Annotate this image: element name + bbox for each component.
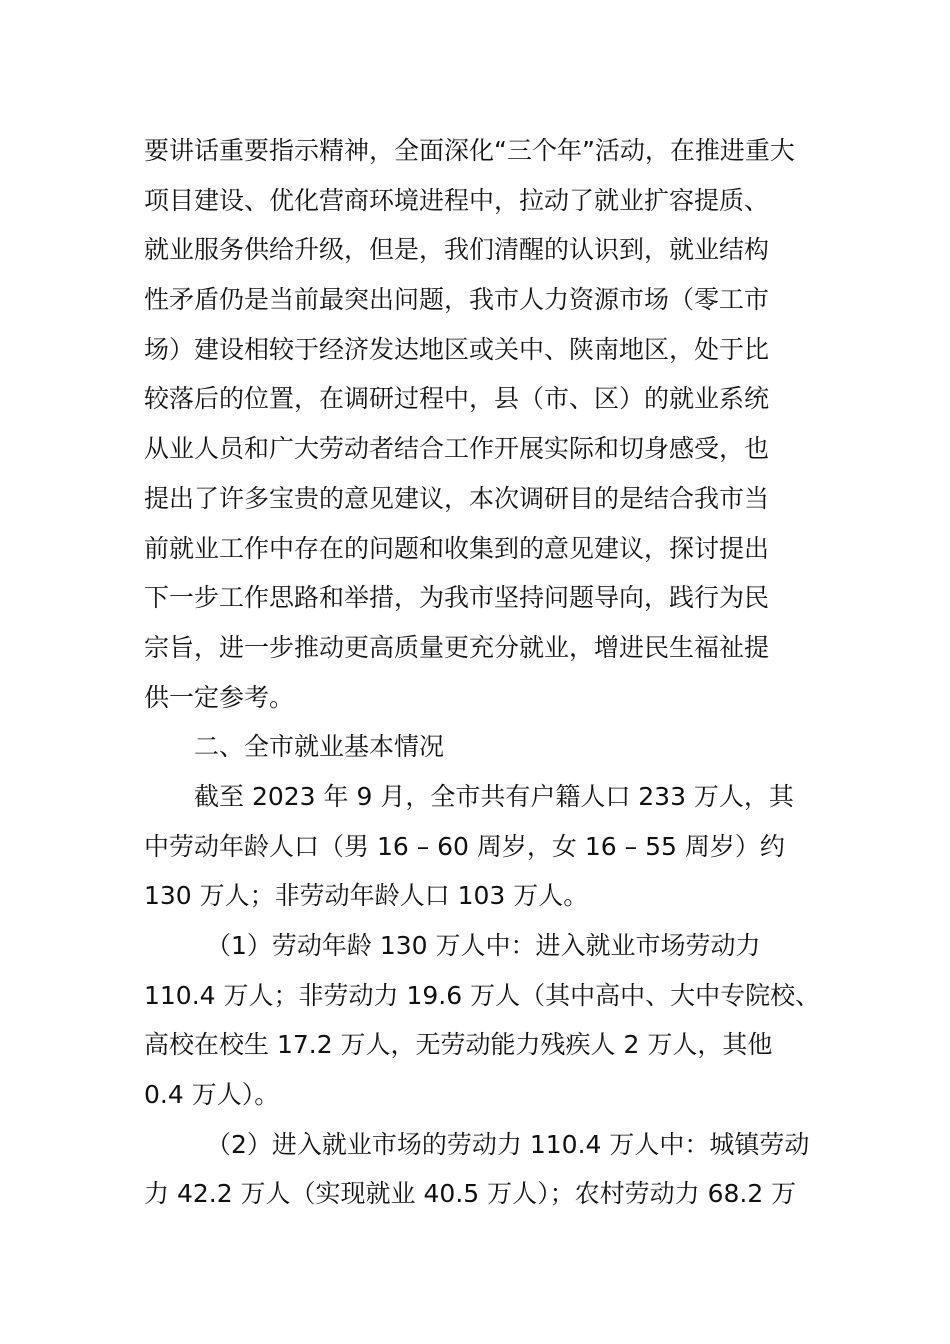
paragraph-line: 130 万人；非劳动年龄人口 103 万人。	[144, 881, 589, 911]
list-item-1-line: （1）劳动年龄 130 万人中：进入就业市场劳动力	[206, 931, 761, 960]
list-item-1-line: 高校在校生 17.2 万人，无劳动能力残疾人 2 万人，其他	[144, 1030, 773, 1060]
paragraph-line: 下一步工作思路和举措，为我市坚持问题导向，践行为民	[144, 583, 770, 613]
paragraph-line: 项目建设、优化营商环境进程中，拉动了就业扩容提质、	[144, 185, 770, 215]
paragraph-line: 较落后的位置，在调研过程中，县（市、区）的就业系统	[144, 384, 770, 414]
paragraph-line: 中劳动年龄人口（男 16 – 60 周岁，女 16 – 55 周岁）约	[144, 831, 785, 861]
paragraph-line: 场）建设相较于经济发达地区或关中、陕南地区，处于比	[144, 334, 770, 364]
list-item-2-line: （2）进入就业市场的劳动力 110.4 万人中：城镇劳动	[206, 1129, 810, 1159]
paragraph-line: 供一定参考。	[144, 682, 295, 712]
paragraph-line: 提出了许多宝贵的意见建议，本次调研目的是结合我市当	[144, 483, 770, 513]
paragraph-line: 截至 2023 年 9 月，全市共有户籍人口 233 万人，其	[194, 781, 794, 811]
paragraph-line: 宗旨，进一步推动更高质量更充分就业，增进民生福祉提	[144, 632, 770, 662]
section-heading: 二、全市就业基本情况	[194, 732, 445, 762]
list-item-1-line: 110.4 万人；非劳动力 19.6 万人（其中高中、大中专院校、	[144, 980, 821, 1010]
paragraph-line: 性矛盾仍是当前最突出问题，我市人力资源市场（零工市	[144, 285, 770, 315]
list-item-2-line: 力 42.2 万人（实现就业 40.5 万人）；农村劳动力 68.2 万	[144, 1179, 797, 1209]
paragraph-line: 要讲话重要指示精神，全面深化“三个年”活动，在推进重大	[144, 136, 795, 165]
body-text	[144, 126, 824, 1219]
paragraph-line: 从业人员和广大劳动者结合工作开展实际和切身感受，也	[144, 434, 770, 464]
list-item-1-line: 0.4 万人）。	[144, 1080, 280, 1110]
paragraph-line: 就业服务供给升级，但是，我们清醒的认识到，就业结构	[144, 235, 770, 265]
paragraph-line: 前就业工作中存在的问题和收集到的意见建议，探讨提出	[144, 533, 770, 563]
